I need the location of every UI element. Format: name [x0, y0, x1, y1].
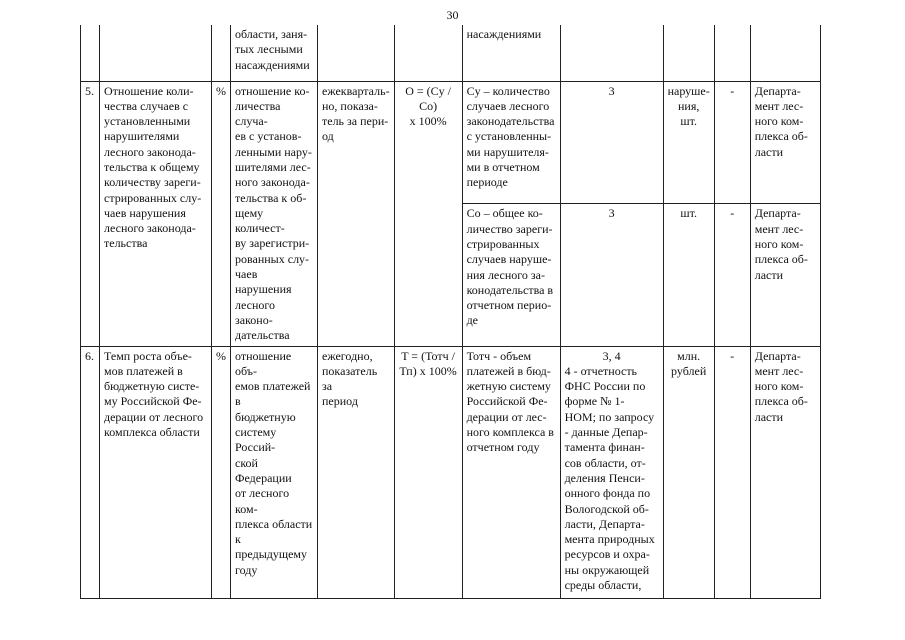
source-cell: 3	[560, 204, 663, 346]
source-text: 4 - отчетность ФНС России по форме № 1- НОМ; по запросу - данные Депар- тамента финан- сов области, от- деления Пенси- онного фонда по Вологодской об- ласти, Департа- мента природных ресурсов и охра- ны окружающей среды области,	[564, 363, 655, 592]
responsible-cell: Департа- мент лес- ного ком- плекса об- ласти	[750, 346, 820, 598]
row-number: 5.	[81, 81, 100, 346]
variable-cell: Cy – количество случаев лесного законодательства с установленны- ми нарушителя- ми в отчетном периоде	[462, 81, 560, 204]
page-number: 30	[446, 8, 459, 22]
method-cell: отношение ко- личества случа- ев с установ- ленными нару- шителями лес- ного законода- тельства к об- щему количест- ву зарегистри- рованных слу- чаев нарушения лесного законо- дательства	[231, 81, 318, 346]
table-row-5a	[81, 81, 821, 204]
source-cell	[560, 346, 663, 598]
dash-cell: -	[714, 346, 750, 598]
indicator-name: Отношение коли- чества случаев с установленными нарушителями лесного законода- тельства к общему количеству зареги- стрированных слу- чаев нарушения лесного законода- тельства	[100, 81, 212, 346]
table-row-continuation	[81, 25, 821, 81]
dash-cell: -	[714, 81, 750, 204]
measure-unit-cell: наруше- ния, шт.	[663, 81, 714, 204]
dash-cell: -	[714, 204, 750, 346]
formula-cell: O = (Cy / Co) x 100%	[394, 81, 462, 346]
measure-unit-cell: шт.	[663, 204, 714, 346]
unit-cell: %	[212, 346, 231, 598]
responsible-cell: Департа- мент лес- ного ком- плекса об- ласти	[750, 204, 820, 346]
method-cell: отношение объ- емов платежей в бюджетную систему Россий- ской Федерации от лесного ком- плекса области к предыдущему году	[231, 346, 318, 598]
variable-cell: Тотч - объем платежей в бюд- жетную систему Российской Фе- дерации от лес- ного комплекса в отчетном году	[462, 346, 560, 598]
source-cell: 3	[560, 81, 663, 204]
variable-cell: Co – общее ко- личество зареги- стрированных случаев наруше- ния лесного за- конодательства в отчетном перио- де	[462, 204, 560, 346]
row-number: 6.	[81, 346, 100, 598]
frequency-cell: ежегодно, показатель за период	[318, 346, 395, 598]
variable-cell: насаждениями	[462, 25, 560, 81]
table-row-6	[81, 346, 821, 598]
indicators-table	[80, 25, 821, 599]
measure-unit-cell: млн. рублей	[663, 346, 714, 598]
method-cell: области, заня- тых лесными насаждениями	[231, 25, 318, 81]
indicator-name: Темп роста объе- мов платежей в бюджетную систе- му Российской Фе- дерации от лесного комплекса области	[100, 346, 212, 598]
unit-cell: %	[212, 81, 231, 346]
formula-cell: T = (Тотч / Тп) x 100%	[394, 346, 462, 598]
frequency-cell: ежекварталь- но, показа- тель за пери- од	[318, 81, 395, 346]
responsible-cell: Департа- мент лес- ного ком- плекса об- ласти	[750, 81, 820, 204]
source-head: 3, 4	[602, 348, 621, 363]
